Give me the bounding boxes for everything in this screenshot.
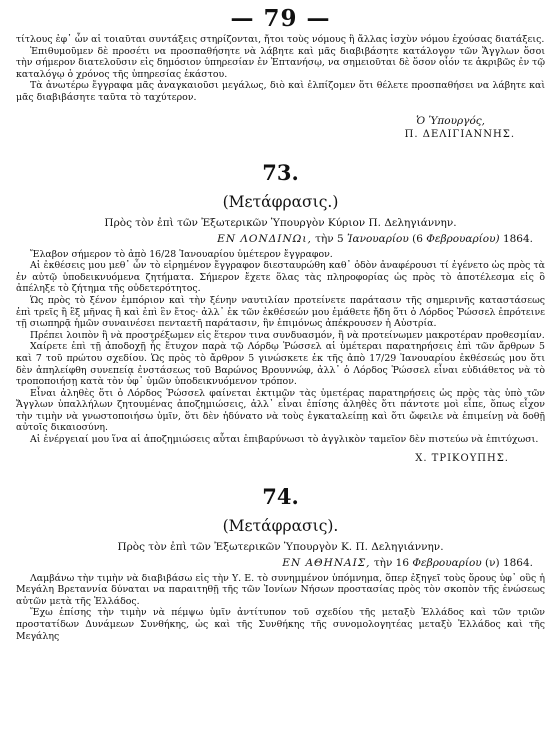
signature-name: Π. ΔΕΛΙΓΙΑΝΝΗΣ.	[404, 128, 515, 140]
document-type: (Μετάφρασις.)	[222, 192, 339, 211]
dateline	[16, 232, 533, 246]
intro-section	[16, 34, 545, 104]
date-year: 1864.	[502, 556, 533, 569]
date-day: 16	[395, 556, 410, 569]
body-paragraph: Εἶναι ἀληθὲς ὅτι ὁ Λόρδος Ῥώσσελ φαίνεται ἐκτιμῶν τὰς ὑμετέρας παρατηρήσεις ὡς πρὸς τὰς ὑπὸ τῶν Ἄγγλων ὑπαλλήλων ζητουμένας ἀποζημιώσεις, ἀλλ᾽ εἶναι ἐπίσης ἀληθὲς ὅτι πάντοτε μοὶ εἶπε, ὅπως εἶχον τὴν τιμὴν νὰ γνωστοποιήσω ὑμῖν, ὅτι δὲν ἠδύνατο νὰ τοὺς ἐγκαταλείπῃ καὶ ὅτι ὤφειλε νὰ ἐπιμείνῃ νὰ δοθῇ αὐτοῖς δικαιοσύνη.	[16, 387, 545, 434]
date-alt-month: Φεβρουαρίου)	[426, 232, 500, 245]
intro-paragraph: Ἐπιθυμοῦμεν δὲ προσέτι να προσπαθήσητε νὰ λάβητε καὶ μᾶς διαβιβάσητε κατάλογον τῶν Ἄγγλων ὅσοι τὴν σήμερον διατελοῦσιν εἰς δημόσιον ὑπηρεσίαν ἐν Ἑπτανήσῳ, να σημειοῦται δὲ ὅσον οἷόν τε ἀκριβῶς ἐν τῷ καταλόγῳ ὁ χρόνος τῆς ὑπηρεσίας ἑκάστου.	[16, 45, 545, 80]
dateline	[16, 556, 533, 570]
addressee: Πρὸς τὸν ἐπὶ τῶν Ἐξωτερικῶν Ὑπουργὸν Κ. Π. Δεληγιάννην.	[117, 540, 444, 553]
body-paragraph: Αἱ ἐνέργειαί μου ἵνα αἱ ἀποζημιώσεις αὗται ἐπιβαρύνωσι τὸ ἀγγλικὸν ταμεῖον δὲν πιστεύω νὰ ἐπιτύχωσι.	[30, 434, 539, 446]
body-paragraph: Ὡς πρὸς τὸ ξένον ἐμπόριον καὶ τὴν ξένην ναυτιλίαν προτείνετε παράτασιν τῆς σημερινῆς καταστάσεως ἐπὶ τρεῖς ἢ ἓξ μῆνας ἢ καὶ ἐπὶ ἓν ἔτος· ἀλλ᾽ ἐκ τῶν ἐκθέσεών μου ἐμάθετε ἤδη ὅτι ὁ Λόρδος Ῥώσσελ ἐπρότεινε τῇ σιωπηρᾷ ἡμῶν συναινέσει πενταετῆ παράτασιν, ἣν ἐπιμόνως ἀπέκρουσεν ἡ Αὐστρία.	[16, 294, 545, 330]
date-month: Φεβρουαρίου	[412, 556, 482, 569]
document-73	[16, 160, 545, 466]
intro-paragraph: τίτλους ἐφ᾽ ὧν αἱ τοιαῦται συντάξεις στηρίζονται, ἤτοι τοὺς νόμους ἢ ἄλλας ἰσχὺν νόμου ἐχούσας διατάξεις.	[16, 34, 545, 45]
date-alt: (ν)	[485, 556, 500, 569]
body-paragraph: Λαμβάνω τὴν τιμὴν νὰ διαβιβάσω εἰς τὴν Υ. Ε. τὸ συνημμένον ὑπόμνημα, ὅπερ ἐξηγεῖ τοὺς ὅρους ὑφ᾽ οὓς ἡ Μεγάλη Βρεταννία δύναται να παραιτηθῇ τῆς τῶν Ἰονίων Νήσων προστασίας πρὸς τὸν σκοπὸν τῆς ἑνώσεως αὐτῶν μετὰ τῆς Ἑλλάδος.	[16, 572, 545, 607]
signature-role: Ὁ Ὑπουργός,	[416, 114, 485, 127]
addressee: Πρὸς τὸν ἐπὶ τῶν Ἐξωτερικῶν Ὑπουργὸν Κύριον Π. Δεληγιάννην.	[104, 216, 457, 229]
intro-paragraph: Τὰ ἀνωτέρω ἔγγραφα μᾶς ἀναγκαιοῦσι μεγάλως, διὸ καὶ ἐλπίζομεν ὅτι θέλετε προσπαθήσει να λάβητε καὶ μᾶς διαβιβάσητε ταῦτα τὸ ταχύτερον.	[16, 80, 545, 103]
document-74	[16, 484, 545, 643]
date-month: Ἰανουαρίου	[347, 232, 409, 245]
place: ΕΝ ΑΘΗΝΑΙΣ,	[282, 556, 371, 569]
date-prefix: τὴν	[373, 556, 393, 569]
document-number: 74.	[262, 483, 299, 509]
body-paragraph: Χαίρετε ἐπὶ τῇ ἀποδοχῇ ἧς ἔτυχον παρὰ τῷ Λόρδῳ Ῥώσσελ αἱ ὑμέτεραι παρατηρήσεις ἐπὶ τῶν ἄρθρων 5 καὶ 7 τοῦ πρώτου σχεδίου. Ὡς πρὸς τὸ ἄρθρον 5 γινώσκετε ἐκ τῆς ἀπὸ 17/29 Ἰανουαρίου ἐκθέσεώς μου ὅτι δὲν ἀπηλείφθη συνεπείᾳ ἐνστάσεως τοῦ Βαρώνος Βρουννώφ, ἀλλ᾽ ὁ Λόρδος Ῥώσσελ εἶναι εὐδιάθετος νὰ τὸ τροποποιήσῃ κατὰ τὸν ὑφ᾽ ὑμῶν ὑποδεικνυόμενον τρόπον.	[16, 341, 545, 388]
document-page	[0, 4, 559, 754]
date-day: 5	[336, 232, 344, 245]
date-prefix: τὴν	[315, 232, 334, 245]
date-year: 1864.	[502, 232, 533, 245]
body-paragraph: Πρέπει λοιπὸν ἢ νὰ προστρέξωμεν εἰς ἕτερον τινα συνδυασμόν, ἢ νὰ προτείνωμεν μακροτέραν προθεσμίαν.	[30, 329, 545, 341]
body-paragraph: Ἔχω ἐπίσης τὴν τιμὴν νὰ πέμψω ὑμῖν ἀντίτυπον τοῦ σχεδίου τῆς μεταξὺ Ἑλλάδος καὶ τῶν τριῶν προστατίδων Δυνάμεων Συνθήκης, ὡς καὶ τῆς Συνθήκης τῆς συνομολογητέας μεταξὺ Ἑλλάδος καὶ τῆς Μεγάλης	[16, 607, 545, 642]
body-paragraph: Ἔλαβον σήμερον τὸ ἀπὸ 16/28 Ἰανουαρίου ὑμέτερον ἔγγραφον.	[30, 248, 333, 260]
place: ΕΝ ΛΟΝΔΙΝΩι,	[217, 232, 312, 245]
signature-name: Χ. ΤΡΙΚΟΥΠΗΣ.	[415, 452, 509, 464]
page-number: — 79 —	[230, 5, 331, 32]
date-alt-day: (6	[412, 232, 423, 245]
body-paragraph: Αἱ ἐκθέσεις μου μεθ᾽ ὧν τὸ εἰρημένον ἔγγραφον διεσταυρώθη καθ᾽ ὁδὸν ἀναφέρουσι τί ἐγένετο ὡς πρὸς τὰ ἐν αὐτῷ ὑποδεικνυόμενα ζητήματα. Σήμερον ἔχετε ὅλας τὰς πληροφορίας ὡς πρὸς τὸ ἀποτέλεσμα εἰς ὃ ἀπέληξε τὸ ζήτημα τῆς οὐδετερότητος.	[16, 260, 545, 295]
document-type: (Μετάφρασις).	[222, 516, 339, 535]
document-number: 73.	[262, 159, 299, 185]
